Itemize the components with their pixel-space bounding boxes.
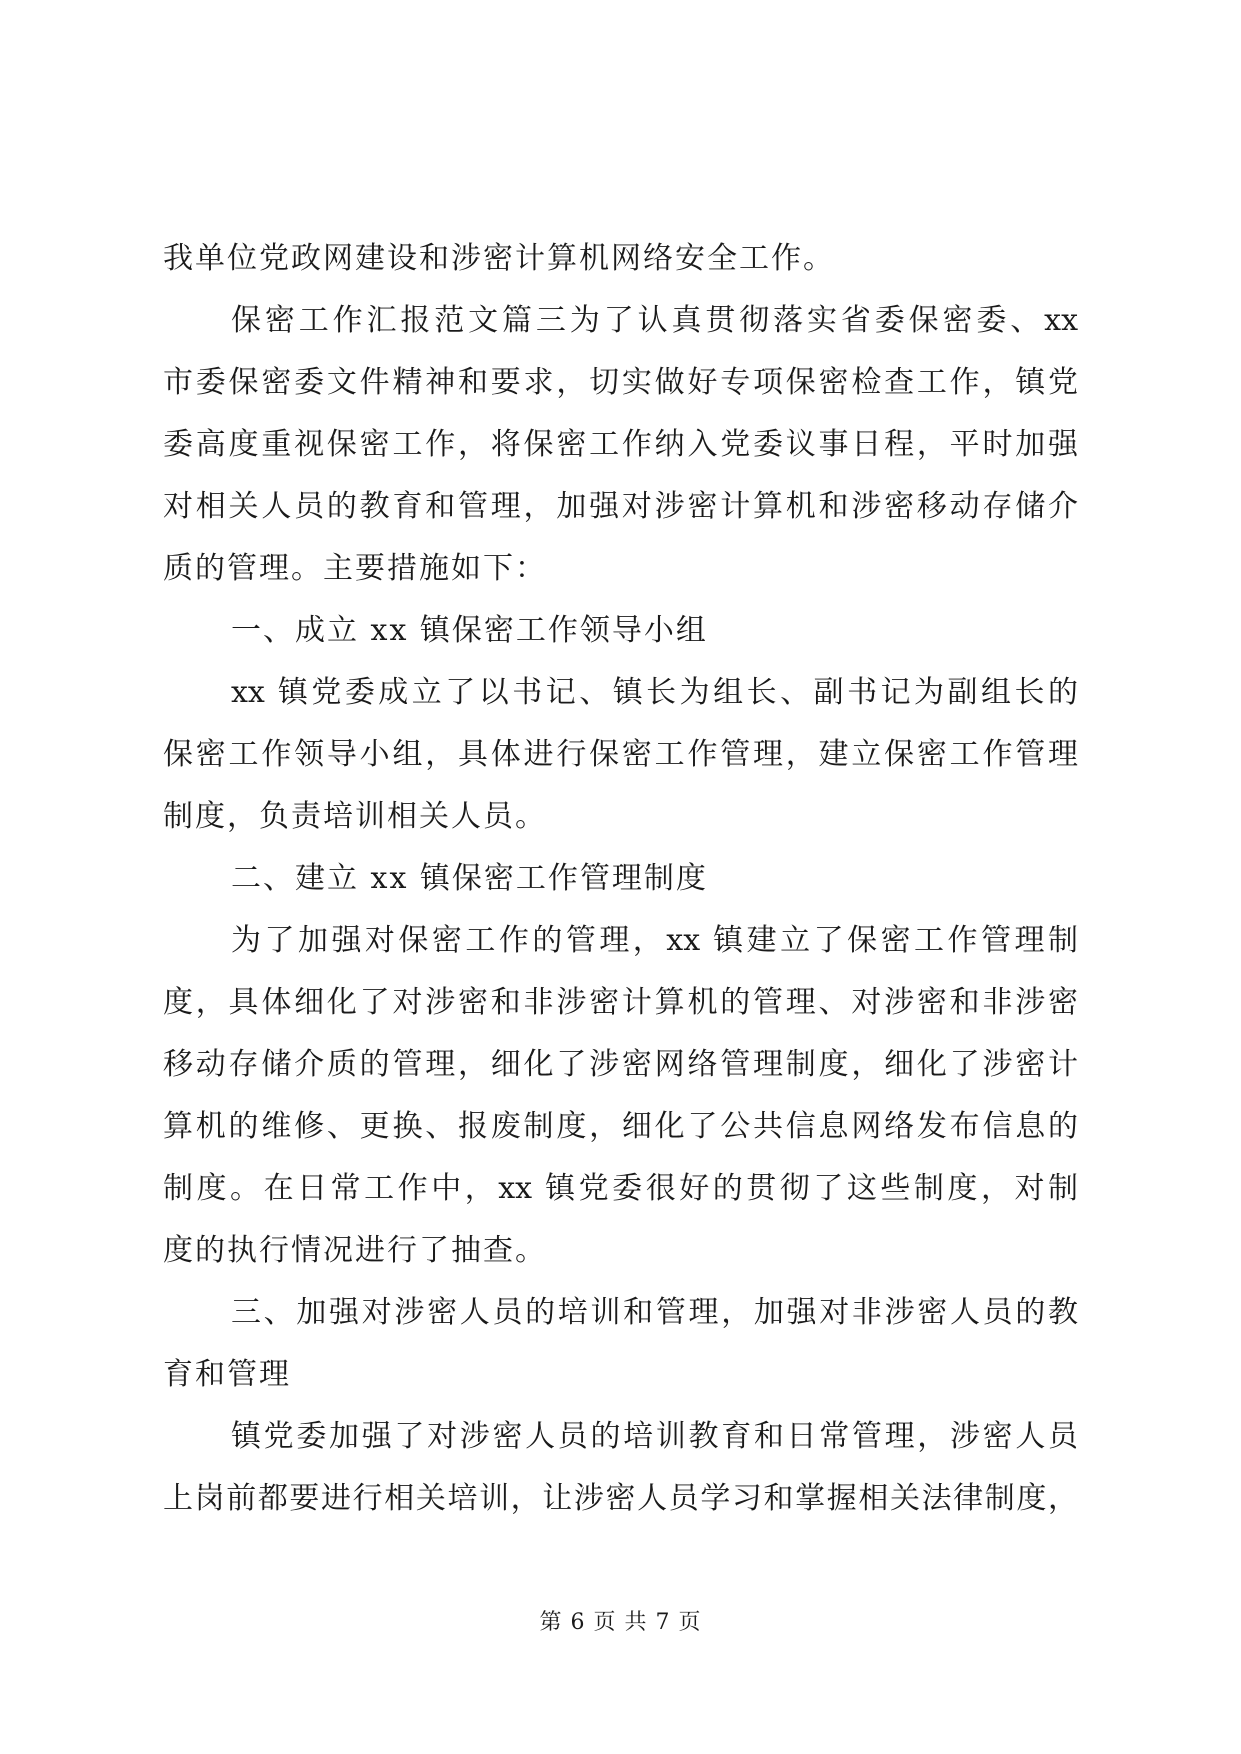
text-line: 我单位党政网建设和涉密计算机网络安全工作。 — [163, 241, 835, 276]
text-line: 上岗前都要进行相关培训，让涉密人员学习和掌握相关法律制度， — [163, 1481, 1078, 1516]
text-line: 制度，负责培训相关人员。 — [163, 799, 547, 834]
text-line: 算机的维修、更换、报废制度，细化了公共信息网络发布信息的 — [163, 1109, 1078, 1144]
section-heading-continued: 育和管理 — [163, 1357, 291, 1392]
text-line: 对相关人员的教育和管理，加强对涉密计算机和涉密移动存储介 — [163, 489, 1078, 524]
text-line: xx 镇党委成立了以书记、镇长为组长、副书记为副组长的 — [231, 675, 1078, 710]
text-line: 质的管理。主要措施如下： — [163, 551, 547, 586]
page-footer: 第 6 页 共 7 页 — [539, 1610, 702, 1635]
text-line: 镇党委加强了对涉密人员的培训教育和日常管理，涉密人员 — [231, 1419, 1078, 1454]
text-line: 度的执行情况进行了抽查。 — [163, 1233, 547, 1268]
document-body — [163, 228, 1078, 1530]
section-heading: 三、加强对涉密人员的培训和管理，加强对非涉密人员的教 — [231, 1295, 1078, 1330]
text-line: 制度。在日常工作中，xx 镇党委很好的贯彻了这些制度，对制 — [163, 1171, 1078, 1206]
section-heading: 一、成立 xx 镇保密工作领导小组 — [231, 613, 708, 648]
text-line: 委高度重视保密工作，将保密工作纳入党委议事日程，平时加强 — [163, 427, 1078, 462]
section-heading: 二、建立 xx 镇保密工作管理制度 — [231, 861, 708, 896]
text-line: 移动存储介质的管理，细化了涉密网络管理制度，细化了涉密计 — [163, 1047, 1078, 1082]
text-line: 保密工作领导小组，具体进行保密工作管理，建立保密工作管理 — [163, 737, 1078, 772]
text-line: 保密工作汇报范文篇三为了认真贯彻落实省委保密委、xx — [231, 303, 1078, 338]
text-line: 度，具体细化了对涉密和非涉密计算机的管理、对涉密和非涉密 — [163, 985, 1078, 1020]
text-line: 为了加强对保密工作的管理，xx 镇建立了保密工作管理制 — [231, 923, 1078, 958]
text-line: 市委保密委文件精神和要求，切实做好专项保密检查工作，镇党 — [163, 365, 1078, 400]
